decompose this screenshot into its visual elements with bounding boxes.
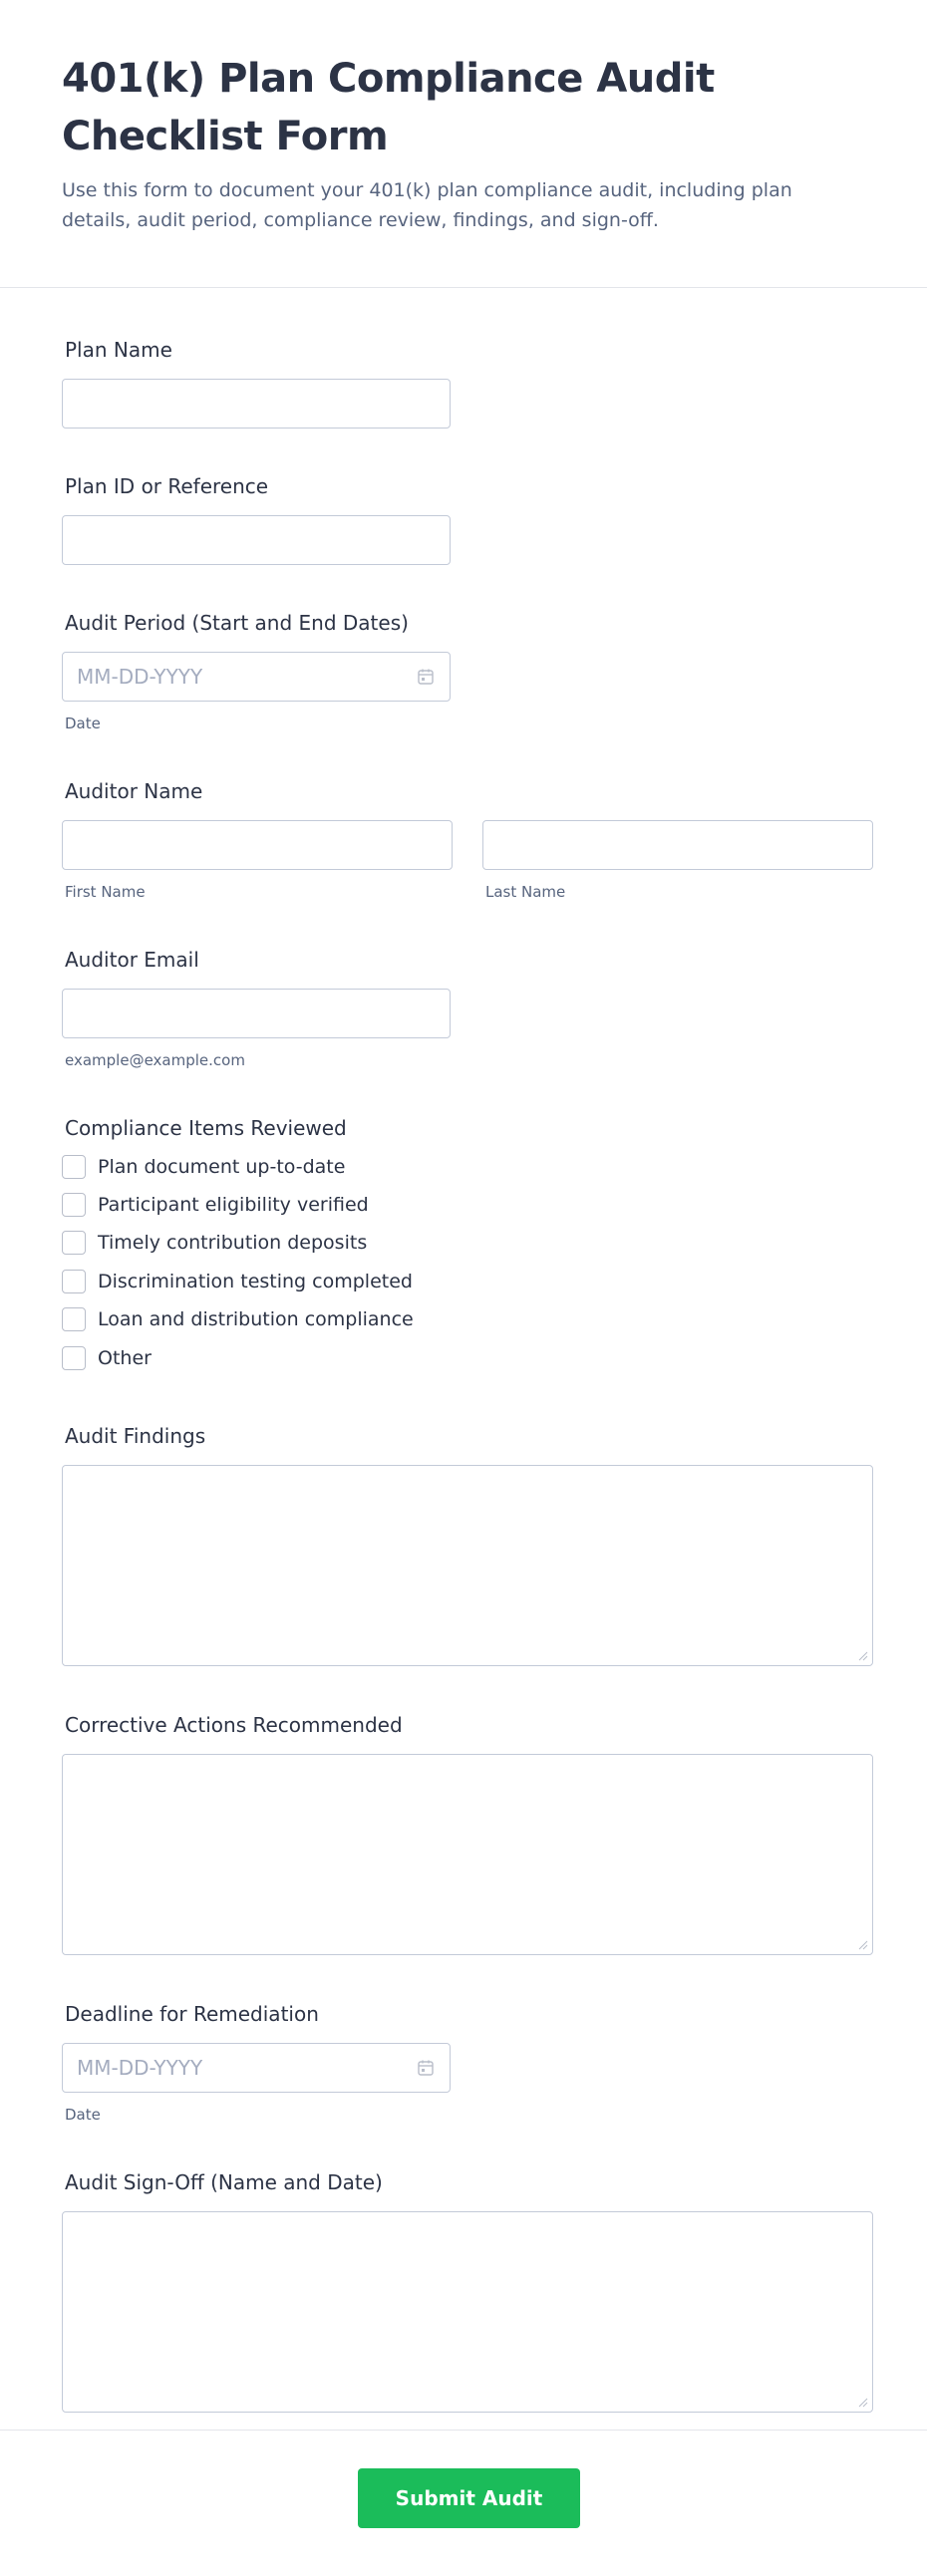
- compliance-option[interactable]: [62, 1268, 413, 1295]
- deadline-label: Deadline for Remediation: [65, 2002, 319, 2026]
- checkbox[interactable]: [62, 1270, 86, 1293]
- audit-period-placeholder: MM-DD-YYYY: [77, 665, 203, 689]
- corrective-actions-label: Corrective Actions Recommended: [65, 1713, 403, 1737]
- calendar-icon[interactable]: [416, 667, 436, 687]
- plan-name-label: Plan Name: [65, 338, 172, 362]
- compliance-option[interactable]: [62, 1153, 345, 1181]
- compliance-option-label: Participant eligibility verified: [98, 1194, 369, 1216]
- form-title: 401(k) Plan Compliance Audit Checklist Form: [62, 56, 715, 159]
- first-name-sublabel: First Name: [65, 883, 146, 901]
- checkbox[interactable]: [62, 1307, 86, 1331]
- auditor-first-name-input[interactable]: [62, 820, 453, 870]
- sign-off-textarea[interactable]: [62, 2211, 873, 2413]
- calendar-icon[interactable]: [416, 2058, 436, 2078]
- resize-handle-icon[interactable]: [856, 2396, 868, 2408]
- resize-handle-icon[interactable]: [856, 1938, 868, 1950]
- auditor-name-label: Auditor Name: [65, 779, 203, 803]
- compliance-option[interactable]: [62, 1229, 367, 1257]
- auditor-email-input[interactable]: [62, 989, 451, 1038]
- form-header: [0, 0, 927, 288]
- compliance-option[interactable]: [62, 1305, 414, 1333]
- audit-period-date-input[interactable]: [62, 652, 451, 702]
- resize-handle-icon[interactable]: [856, 1649, 868, 1661]
- form-footer: [0, 2430, 927, 2576]
- compliance-items-label: Compliance Items Reviewed: [65, 1116, 347, 1140]
- compliance-option-label: Timely contribution deposits: [98, 1232, 368, 1254]
- audit-findings-textarea[interactable]: [62, 1465, 873, 1666]
- checkbox[interactable]: [62, 1193, 86, 1217]
- plan-id-label: Plan ID or Reference: [65, 474, 269, 498]
- compliance-option[interactable]: [62, 1191, 369, 1219]
- compliance-option-label: Other: [98, 1347, 152, 1369]
- compliance-option-label: Plan document up-to-date: [98, 1156, 346, 1178]
- form-body: [0, 288, 927, 2435]
- corrective-actions-textarea[interactable]: [62, 1754, 873, 1955]
- checkbox[interactable]: [62, 1231, 86, 1255]
- audit-period-sublabel: Date: [65, 715, 101, 732]
- compliance-option[interactable]: [62, 1344, 152, 1372]
- deadline-sublabel: Date: [65, 2106, 101, 2124]
- compliance-option-label: Loan and distribution compliance: [98, 1308, 414, 1330]
- deadline-date-input[interactable]: [62, 2043, 451, 2093]
- auditor-last-name-input[interactable]: [482, 820, 873, 870]
- auditor-email-label: Auditor Email: [65, 948, 199, 972]
- checkbox[interactable]: [62, 1346, 86, 1370]
- audit-findings-label: Audit Findings: [65, 1424, 206, 1448]
- sign-off-label: Audit Sign-Off (Name and Date): [65, 2170, 383, 2194]
- submit-audit-button[interactable]: Submit Audit: [358, 2468, 580, 2528]
- plan-id-input[interactable]: [62, 515, 451, 565]
- audit-period-label: Audit Period (Start and End Dates): [65, 611, 409, 635]
- last-name-sublabel: Last Name: [485, 883, 566, 901]
- deadline-placeholder: MM-DD-YYYY: [77, 2056, 203, 2080]
- checkbox[interactable]: [62, 1155, 86, 1179]
- form-subtitle: Use this form to document your 401(k) plan compliance audit, including plan details, audit period, compliance review, findings, and sign-off.: [62, 179, 792, 231]
- compliance-option-label: Discrimination testing completed: [98, 1271, 413, 1292]
- plan-name-input[interactable]: [62, 379, 451, 429]
- auditor-email-sublabel: example@example.com: [65, 1051, 245, 1069]
